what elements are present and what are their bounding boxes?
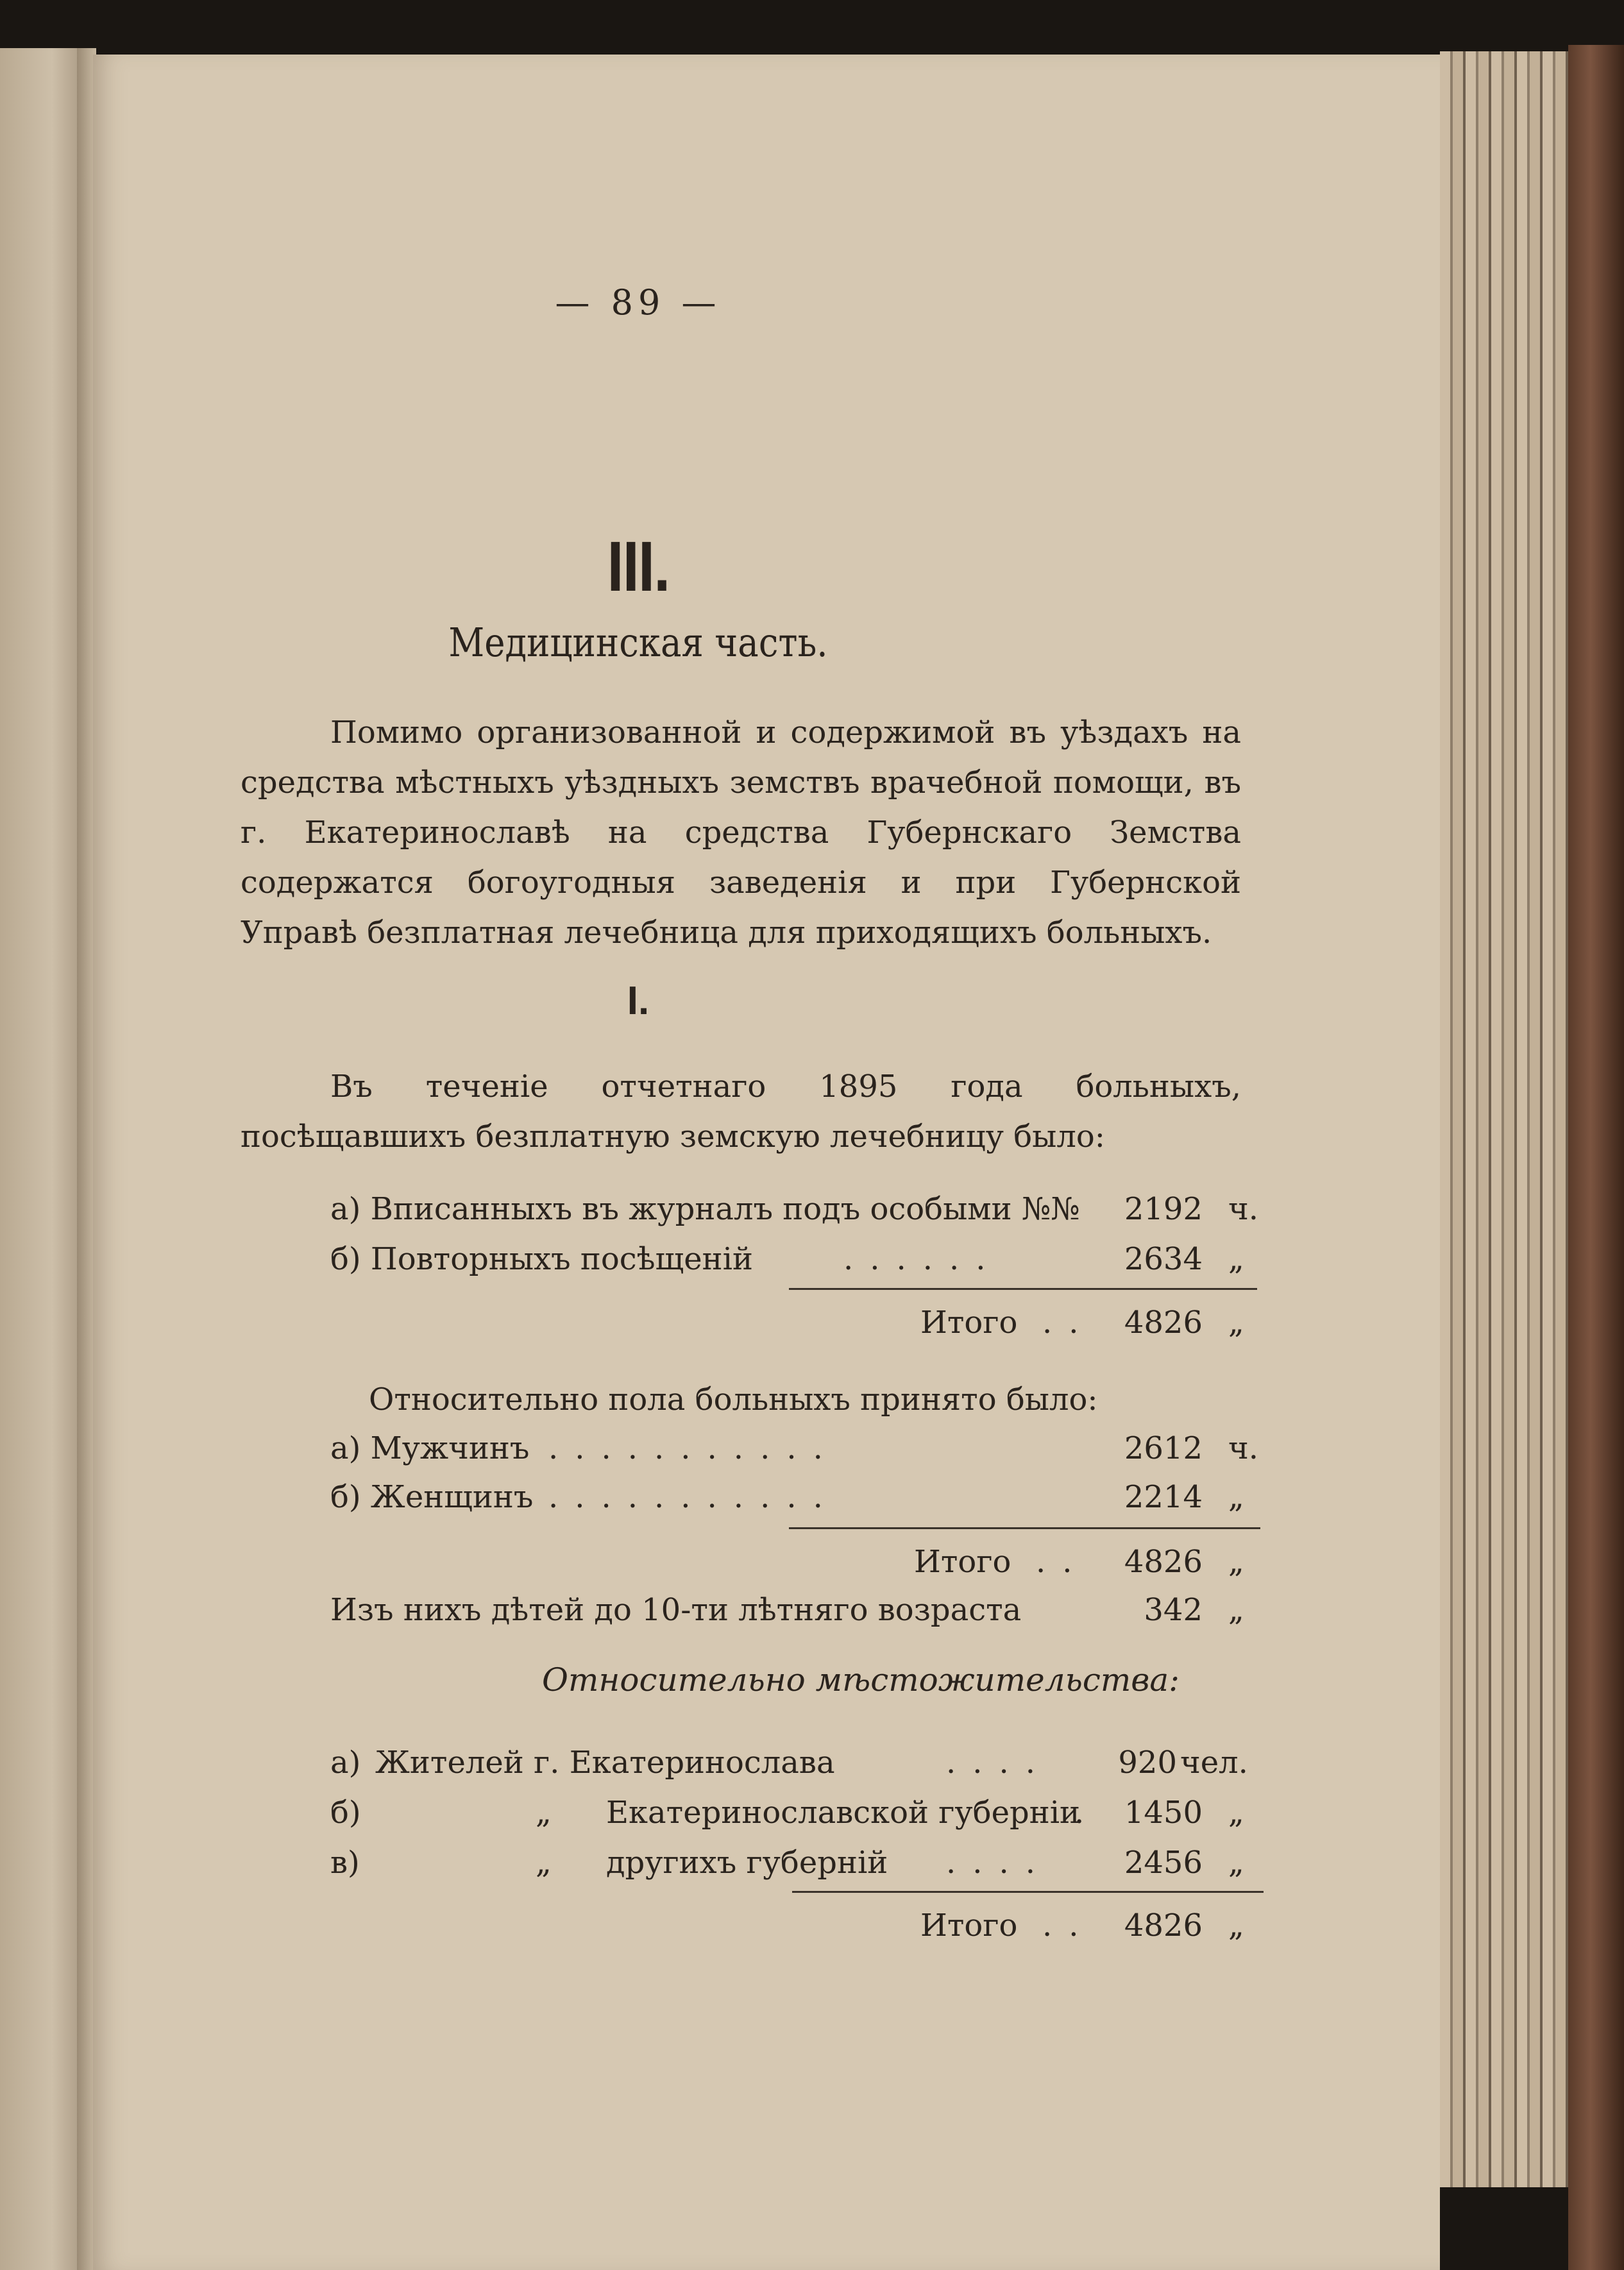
visits-row (330, 1187, 1267, 1232)
children-value: 342 (1144, 1592, 1203, 1628)
residence-row (330, 1840, 1267, 1885)
row-place: Екатеринославской губерніи (606, 1795, 1081, 1831)
total-unit: „ (1228, 1305, 1244, 1341)
sex-row (330, 1475, 1267, 1520)
sex-row (330, 1426, 1267, 1471)
row-value: 2214 (1124, 1479, 1203, 1515)
left-page-edge (0, 48, 87, 2270)
row-unit: „ (1228, 1795, 1244, 1831)
book-page (93, 55, 1440, 2270)
total-value: 4826 (1124, 1908, 1203, 1944)
section-numeral: III. (607, 527, 670, 606)
row-letter: в) (330, 1845, 360, 1881)
residence-total-row (330, 1903, 1267, 1948)
children-label: Изъ нихъ дѣтей до 10-ти лѣтняго возраста (330, 1592, 1022, 1628)
residence-row (330, 1790, 1267, 1835)
row-label: а) Мужчинъ (330, 1430, 530, 1466)
visits-row (330, 1237, 1267, 1282)
subsection-numeral: I. (627, 979, 650, 1023)
visits-paragraph: Въ теченіе отчетнаго 1895 года больныхъ, посѣщавшихъ безплатную земскую лечебницу было: (241, 1069, 1241, 1155)
intro-paragraph: Помимо организованной и содержимой въ уѣздахъ на средства мѣстныхъ уѣздныхъ земствъ врачебной помощи, въ г. Екатеринославѣ на средства Губернскаго Земства содержатся богоугодныя заведенія и при Губернской Управѣ безплатная лечебница для приходящихъ больныхъ. (241, 715, 1241, 951)
row-unit: ч. (1228, 1191, 1258, 1227)
sex-heading-text: Относительно пола больныхъ принято было: (369, 1382, 1098, 1418)
row-dots: ........... (548, 1479, 840, 1515)
row-value: 2612 (1124, 1430, 1203, 1466)
total-label: Итого (920, 1305, 1018, 1341)
page-number: — 89 — (555, 282, 722, 323)
total-label: Итого (920, 1908, 1018, 1944)
row-value: 1450 (1124, 1795, 1203, 1831)
row-unit: „ (1228, 1241, 1244, 1277)
sum-rule (789, 1288, 1257, 1290)
page-stack-edges (1440, 51, 1568, 2187)
row-unit: „ (1228, 1479, 1244, 1515)
sex-total-row (330, 1539, 1267, 1584)
residence-heading: Относительно мѣстожительства: (542, 1661, 1180, 1698)
row-dots: ...... (843, 1241, 1002, 1277)
visits-total-row (330, 1300, 1267, 1345)
total-dots: .. (1036, 1544, 1089, 1580)
row-place: Жителей г. Екатеринослава (375, 1745, 835, 1781)
row-label: а) Вписанныхъ въ журналъ подъ особыми №№ (330, 1191, 1080, 1227)
row-dots: . (1074, 1795, 1101, 1831)
row-letter: а) (330, 1745, 361, 1781)
total-value: 4826 (1124, 1544, 1203, 1580)
residence-row (330, 1740, 1267, 1785)
sum-rule (792, 1891, 1264, 1893)
row-value: 920 (1118, 1745, 1177, 1781)
total-unit: „ (1228, 1544, 1244, 1580)
row-unit: чел. (1180, 1745, 1248, 1781)
book-cover-edge (1568, 45, 1624, 2270)
total-unit: „ (1228, 1908, 1244, 1944)
sum-rule (789, 1527, 1260, 1529)
total-dots: .. (1042, 1305, 1095, 1341)
row-value: 2192 (1124, 1191, 1203, 1227)
children-row (330, 1588, 1267, 1632)
page-content (93, 55, 1440, 2270)
row-dots: .... (946, 1845, 1053, 1881)
row-dots: .... (946, 1745, 1053, 1781)
sex-heading (369, 1377, 1305, 1422)
children-unit: „ (1228, 1592, 1244, 1628)
section-title: Медицинская часть. (448, 619, 828, 666)
row-value: 2456 (1124, 1845, 1203, 1881)
row-label: б) Женщинъ (330, 1479, 534, 1515)
row-ditto: „ (536, 1795, 552, 1831)
row-label: б) Повторныхъ посѣщеній (330, 1241, 753, 1277)
row-ditto: „ (536, 1845, 552, 1881)
row-value: 2634 (1124, 1241, 1203, 1277)
total-label: Итого (914, 1544, 1011, 1580)
row-dots: ........... (548, 1430, 840, 1466)
row-unit: ч. (1228, 1430, 1258, 1466)
row-letter: б) (330, 1795, 361, 1831)
total-value: 4826 (1124, 1305, 1203, 1341)
row-unit: „ (1228, 1845, 1244, 1881)
total-dots: .. (1042, 1908, 1095, 1944)
row-place: другихъ губерній (606, 1845, 888, 1881)
